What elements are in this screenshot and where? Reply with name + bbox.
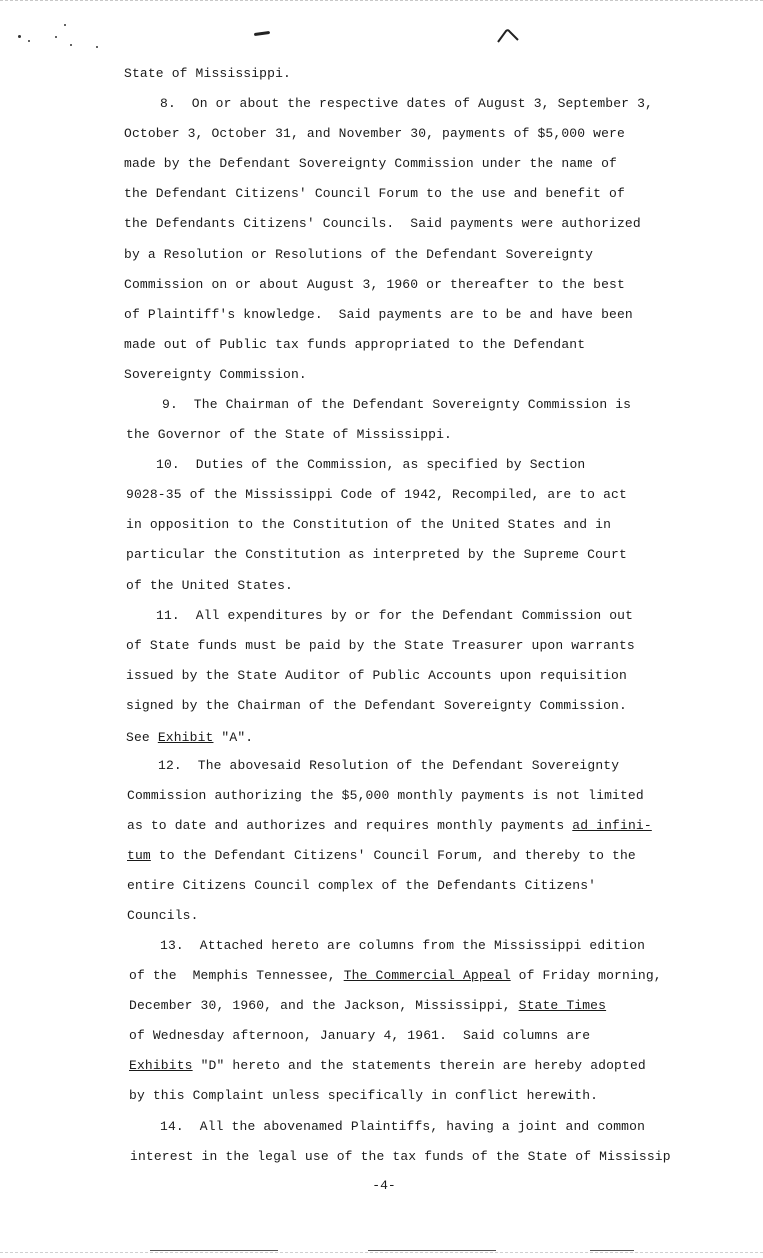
text-line: October 3, October 31, and November 30, payments of $5,000 were	[124, 126, 625, 141]
text-line: of Plaintiff's knowledge. Said payments are to be and have been	[124, 307, 633, 322]
underlined-text: Exhibit	[157, 730, 214, 745]
text-line: of State funds must be paid by the State Treasurer upon warrants	[126, 638, 635, 653]
bottom-rule	[368, 1250, 496, 1251]
text-line: See Exhibit "A".	[126, 730, 254, 745]
text-line: the Defendant Citizens' Council Forum to the use and benefit of	[124, 186, 625, 201]
text-line: of the Memphis Tennessee, The Commercial Appeal of Friday morning,	[129, 968, 662, 983]
text-line: by this Complaint unless specifically in conflict herewith.	[129, 1088, 599, 1103]
text-line: the Governor of the State of Mississippi.	[126, 427, 453, 442]
text-line: Commission on or about August 3, 1960 or thereafter to the best	[124, 277, 625, 292]
text-line: Sovereignty Commission.	[124, 367, 307, 382]
bottom-rule	[150, 1250, 278, 1251]
underlined-text: State Times	[518, 998, 607, 1013]
text-line: by a Resolution or Resolutions of the Defendant Sovereignty	[124, 247, 594, 262]
text-line: entire Citizens Council complex of the Defendants Citizens'	[127, 878, 597, 893]
page-number: -4-	[372, 1178, 396, 1193]
text-line: December 30, 1960, and the Jackson, Mississippi, State Times	[129, 998, 607, 1013]
underlined-text: tum	[127, 848, 151, 863]
underlined-text: ad infini-	[572, 818, 652, 833]
text-line: issued by the State Auditor of Public Accounts upon requisition	[126, 668, 627, 683]
text-line: 8. On or about the respective dates of August 3, September 3,	[160, 96, 653, 111]
text-line: made out of Public tax funds appropriated to the Defendant	[124, 337, 586, 352]
text-line: made by the Defendant Sovereignty Commission under the name of	[124, 156, 617, 171]
underlined-text: Exhibits	[129, 1058, 193, 1073]
text-line: State of Mississippi.	[124, 66, 291, 81]
text-line: the Defendants Citizens' Councils. Said payments were authorized	[124, 216, 641, 231]
bottom-rule	[590, 1250, 634, 1251]
text-line: 13. Attached hereto are columns from the Mississippi edition	[160, 938, 646, 953]
text-line: 9028-35 of the Mississippi Code of 1942, Recompiled, are to act	[126, 487, 627, 502]
text-line: 12. The abovesaid Resolution of the Defendant Sovereignty	[158, 758, 620, 773]
text-line: as to date and authorizes and requires monthly payments ad infini-	[127, 818, 652, 833]
text-line: 11. All expenditures by or for the Defendant Commission out	[156, 608, 634, 623]
text-line: Exhibits "D" hereto and the statements therein are hereby adopted	[129, 1058, 646, 1073]
text-line: 10. Duties of the Commission, as specified by Section	[156, 457, 586, 472]
page-bottom-border	[0, 1252, 763, 1253]
text-line: in opposition to the Constitution of the United States and in	[126, 517, 612, 532]
underlined-text: The Commercial Appeal	[343, 968, 511, 983]
text-line: of the United States.	[126, 578, 293, 593]
text-line: interest in the legal use of the tax funds of the State of Mississip	[130, 1149, 671, 1164]
text-line: 14. All the abovenamed Plaintiffs, having a joint and common	[160, 1119, 646, 1134]
text-line: Councils.	[127, 908, 199, 923]
text-line: signed by the Chairman of the Defendant Sovereignty Commission.	[126, 698, 627, 713]
text-line: 9. The Chairman of the Defendant Sovereignty Commission is	[162, 397, 632, 412]
text-line: of Wednesday afternoon, January 4, 1961. Said columns are	[129, 1028, 591, 1043]
text-line: particular the Constitution as interpreted by the Supreme Court	[126, 547, 627, 562]
text-line: Commission authorizing the $5,000 monthly payments is not limited	[127, 788, 644, 803]
text-line: tum to the Defendant Citizens' Council Forum, and thereby to the	[127, 848, 636, 863]
